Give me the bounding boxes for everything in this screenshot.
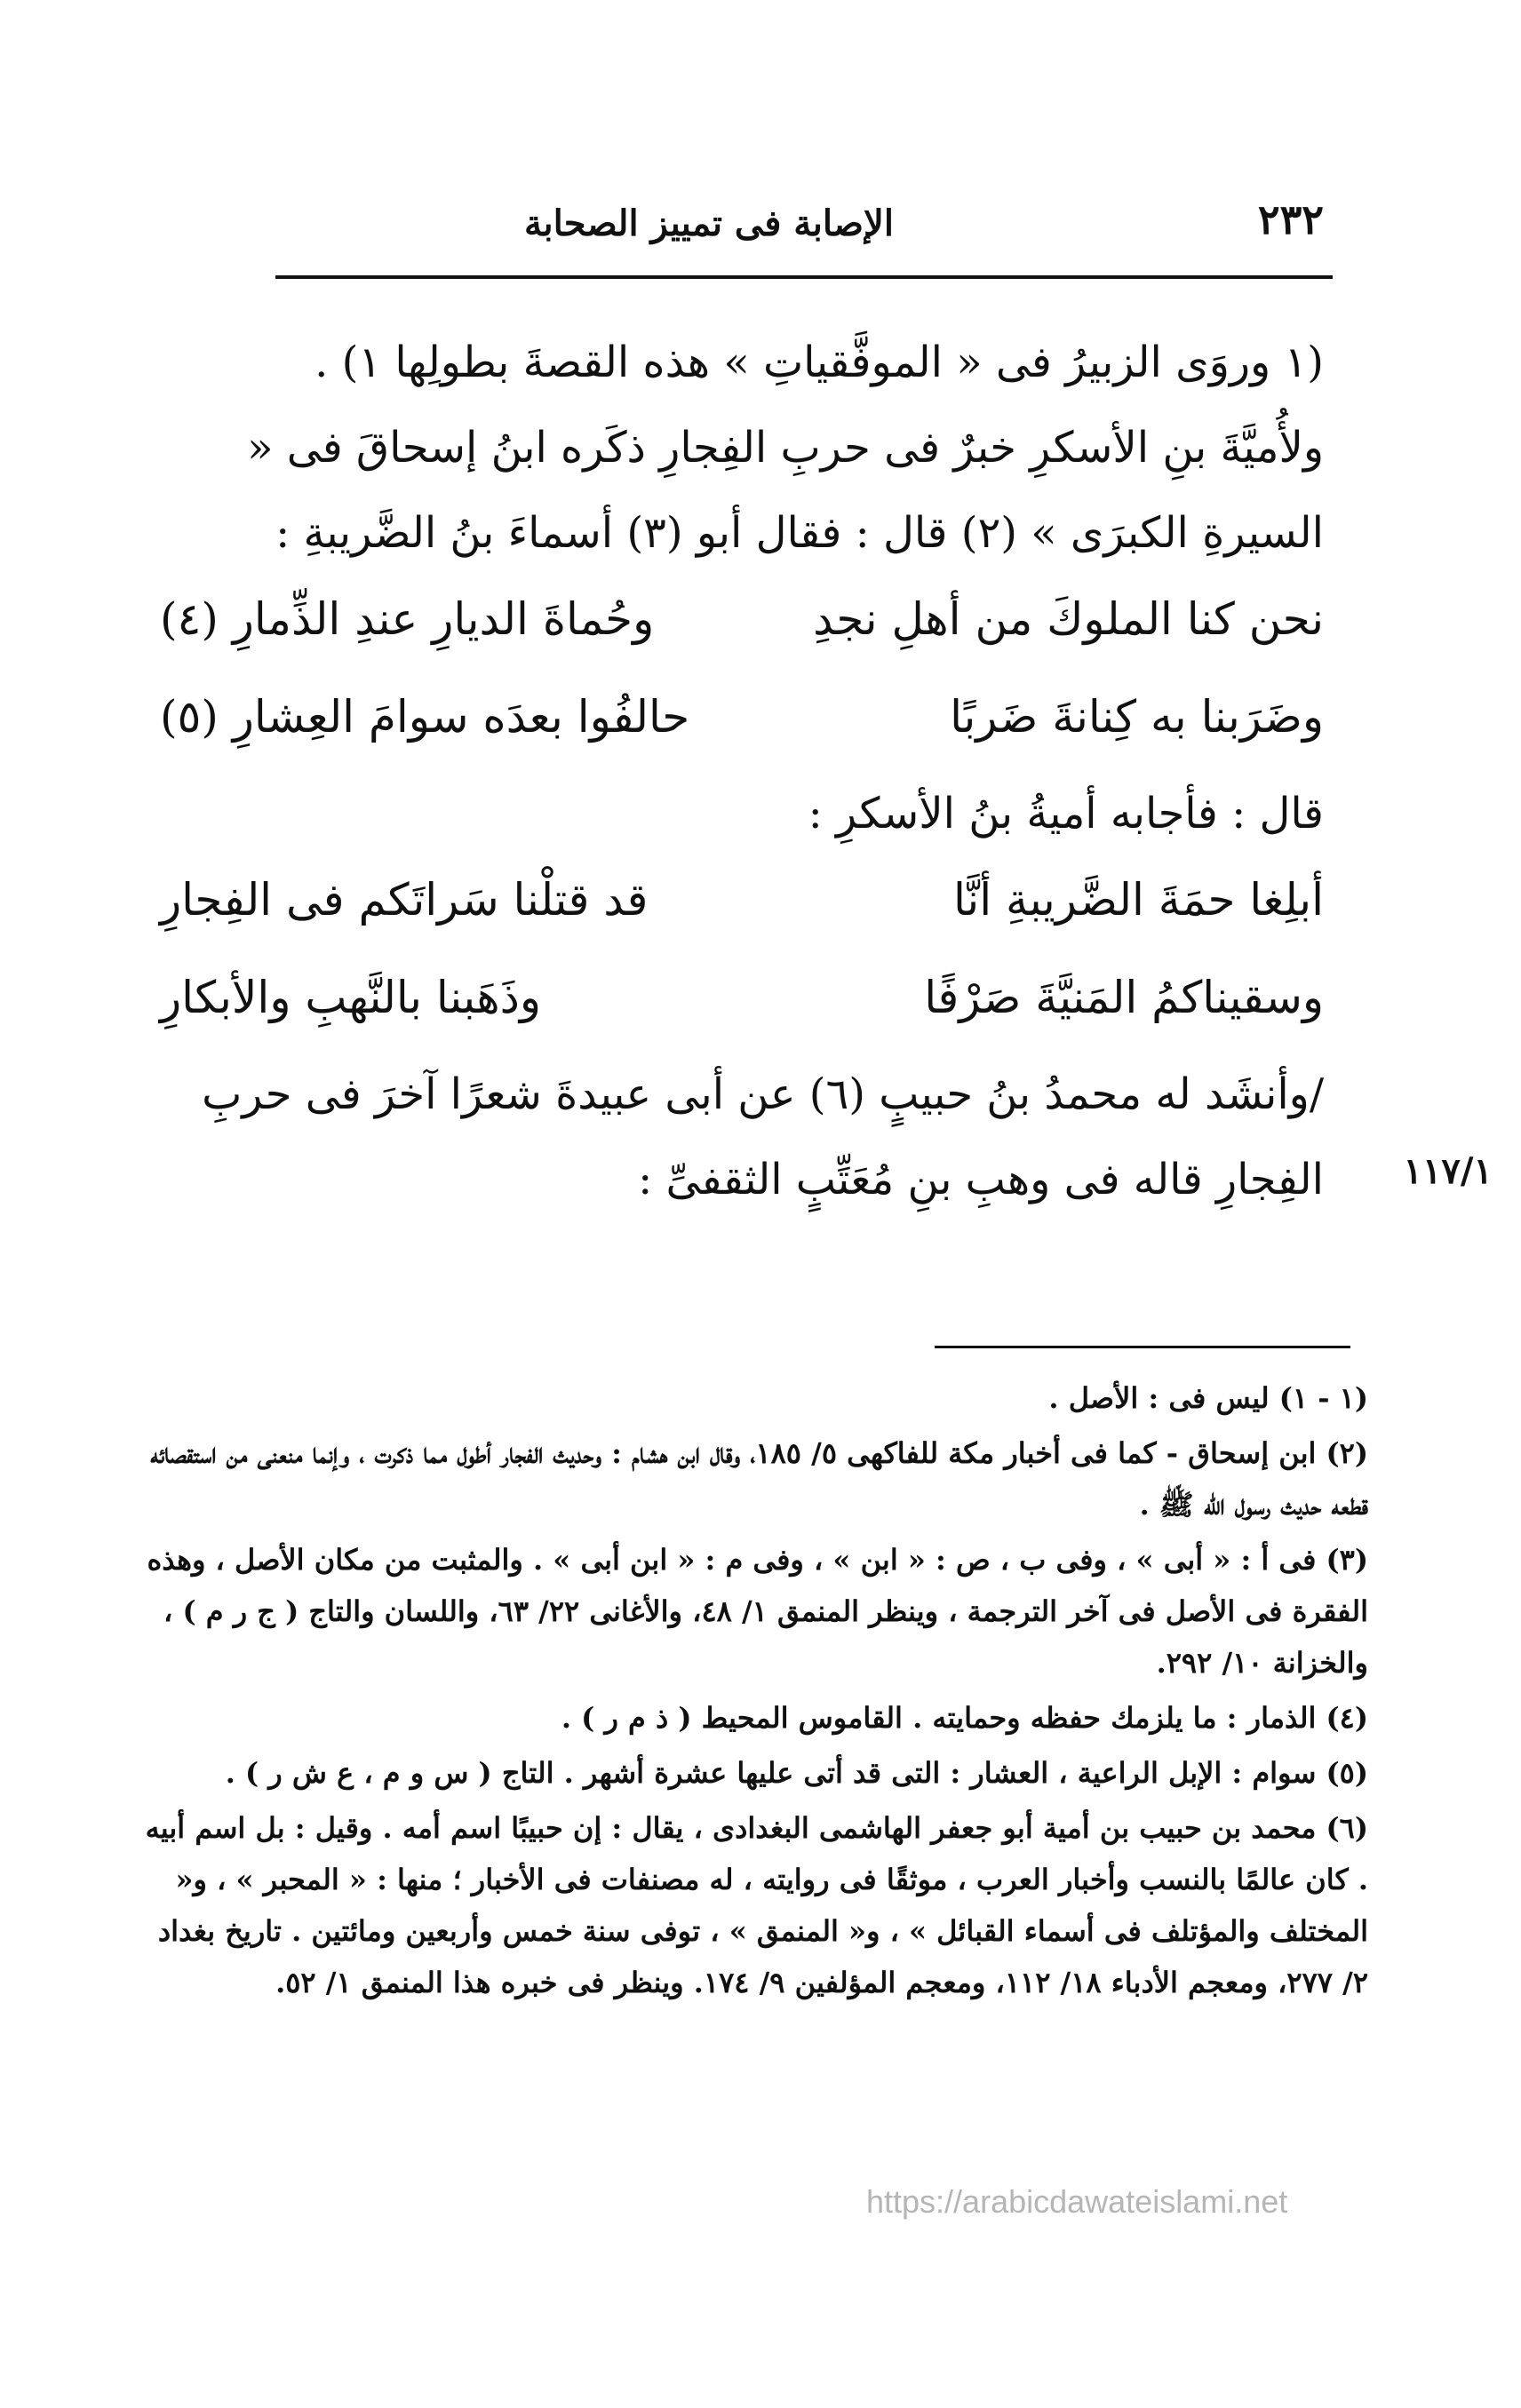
page-header: [275, 178, 1333, 279]
watermark-url: https://arabicdawateislami.net: [866, 2183, 1288, 2220]
verse-line: [160, 673, 1324, 771]
footnote: (٥) سوام : الإبل الراعية ، العشار : التى قد أتى عليها عشرة أشهر . التاج ( س و م ، ع ش ر ) .: [225, 1756, 1368, 1790]
verse-first-hemistich: وضَرَبنا به كِنانةَ ضَربًا: [950, 691, 1324, 743]
footnote-divider: [935, 1346, 1350, 1348]
verse-second-hemistich: حالفُوا بعدَه سوامَ العِشارِ (٥): [160, 691, 690, 743]
verse-line: [160, 856, 1324, 954]
verse-second-hemistich: قد قتلْنا سَراتَكم فى الفِجارِ: [160, 874, 649, 926]
footnote: (٣) فى أ : « أبى » ، وفى ب ، ص : « ابن » ، وفى م : « ابن أبى » . والمثبت من مكان الأصل ، وهذه الفقرة فى الأصل فى آخر الترجمة ، وينظر المنمق ١/ ٤٨، والأغانى ٢٢/ ٦٣، واللسان والتاج ( ج ر م ) ، والخزانة ١٠/ ٢٩٢.: [147, 1543, 1368, 1680]
paragraph: قال : فأجابه أميةُ بنُ الأسكرِ :: [808, 789, 1324, 838]
footnotes: [142, 1372, 1368, 2012]
verse-line: [160, 954, 1324, 1052]
verse-first-hemistich: نحن كنا الملوكَ من أهلِ نجدِ: [813, 593, 1324, 645]
paragraph: (١ وروَى الزبيرُ فى « الموفَّقياتِ » هذه القصةَ بطولِها ١) .: [315, 338, 1324, 387]
footnote: (٦) محمد بن حبيب بن أمية أبو جعفر الهاشمى البغدادى ، يقال : إن حبيبًا اسم أمه . وقيل : بل اسم أبيه . كان عالمًا بالنسب وأخبار العرب ، موثقًا فى روايته ، له مصنفات فى الأخبار ؛ منها : « المحبر » ، و« المختلف والمؤتلف فى أسماء القبائل » ، و« المنمق » ، توفى سنة خمس وأربعين ومائتين . تاريخ بغداد ٢/ ٢٧٧، ومعجم الأدباء ١٨/ ١١٢، ومعجم المؤلفين ٩/ ١٧٤. وينظر فى خبره هذا المنمق ١/ ٥٢.: [145, 1811, 1368, 1999]
page-number: ٢٣٢: [1257, 195, 1324, 243]
running-title: الإصابة فى تمييز الصحابة: [524, 203, 894, 244]
footnote: (٢) ابن إسحاق - كما فى أخبار مكة للفاكهى ٥/ ١٨٥، وقال ابن هشام : وحديث الفجار أطول مما ذكرت ، وإنما منعنى من استقصائه قطعه حديث رسول الله ﷺ .: [150, 1436, 1368, 1522]
paragraph: /وأنشَد له محمدُ بنُ حبيبٍ (٦) عن أبى عبيدةَ شعرًا آخرَ فى حربِ الفِجارِ قاله فى وهبِ بنِ مُعَتِّبٍ الثقفىِّ :: [202, 1069, 1324, 1204]
verse-second-hemistich: وحُماةَ الديارِ عندِ الذِّمارِ (٤): [160, 593, 655, 645]
verse-first-hemistich: وسقيناكمُ المَنيَّةَ صَرْفًا: [924, 972, 1324, 1023]
verse-second-hemistich: وذَهَبنا بالنَّهبِ والأبكارِ: [160, 972, 542, 1023]
main-text: [160, 320, 1324, 1222]
paragraph: ولأُميَّةَ بنِ الأسكرِ خبرٌ فى حربِ الفِجارِ ذكَره ابنُ إسحاقَ فى « السيرةِ الكبرَى » (٢) قال : فقال أبو (٣) أسماءَ بنُ الضَّريبةِ :: [247, 423, 1324, 558]
margin-reference: ١١٧/١: [1403, 1150, 1493, 1192]
verse-first-hemistich: أبلِغا حمَةَ الضَّريبةِ أنَّا: [953, 874, 1324, 926]
footnote: (١ - ١) ليس فى : الأصل .: [1048, 1381, 1368, 1415]
footnote: (٤) الذمار : ما يلزمك حفظه وحمايته . القاموس المحيط ( ذ م ر ) .: [561, 1701, 1368, 1735]
verse-line: [160, 576, 1324, 673]
